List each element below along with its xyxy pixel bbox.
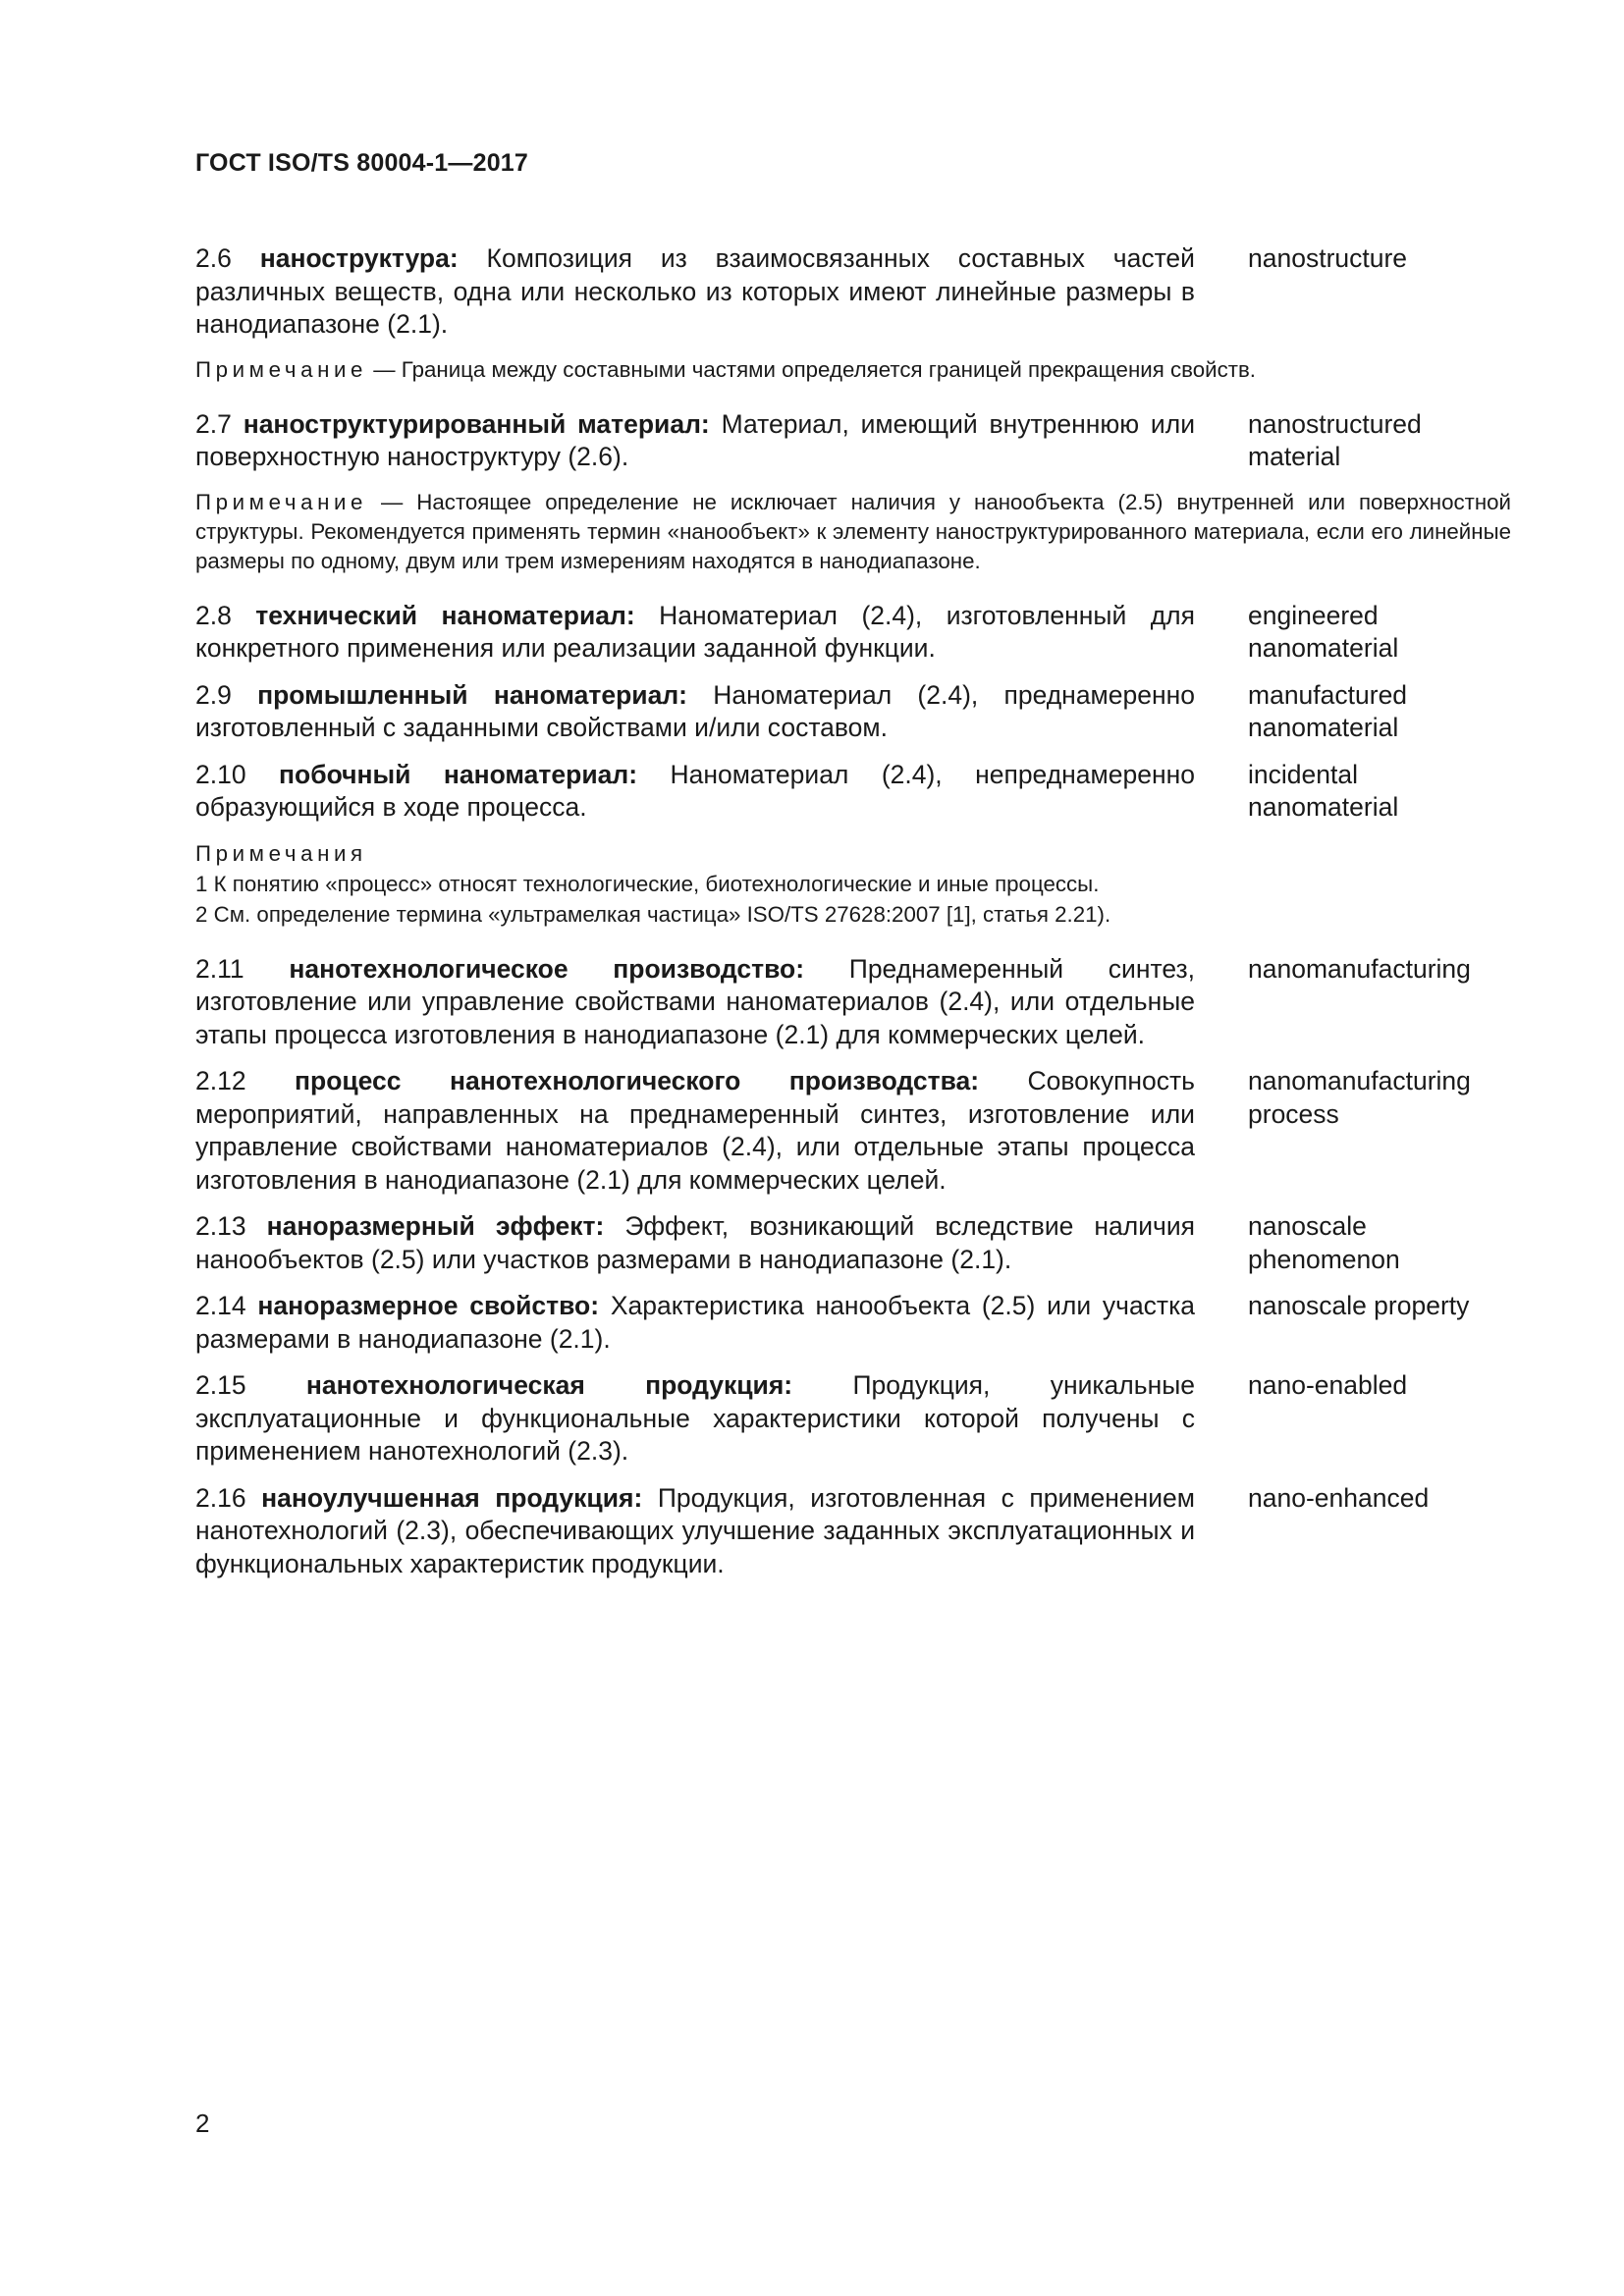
term-entry-2-7 — [195, 408, 1511, 474]
term-english: nanostructure — [1248, 243, 1408, 273]
term-english: manufactured nanomaterial — [1248, 679, 1408, 742]
term-number: 2.7 — [195, 408, 232, 439]
note-item: 2 См. определение термина «ультрамелкая частица» ISO/TS 27628:2007 [1], статья 2.21). — [195, 901, 1111, 927]
term-definition: Наноматериал (2.4), непреднамеренно образующийся в ходе процесса. — [195, 759, 1195, 822]
term-definition-ru — [195, 679, 1195, 745]
term-number: 2.14 — [195, 1291, 246, 1320]
term-definition-ru — [195, 953, 1195, 1052]
term-name: наноразмерное свойство: — [257, 1291, 600, 1320]
term-english: nanoscale property — [1248, 1291, 1470, 1320]
term-entry-2-8 — [195, 600, 1511, 666]
term-name: побочный наноматериал: — [279, 759, 638, 789]
term-entry-2-16 — [195, 1482, 1511, 1581]
term-definition-ru — [195, 1369, 1195, 1468]
note-2-7 — [195, 488, 1511, 576]
term-definition: Наноматериал (2.4), преднамеренно изготовленный с заданными свойствами и/или составом. — [195, 679, 1195, 742]
term-definition: Продукция, изготовленная с применением нанотехнологий (2.3), обеспечивающих улучшение заданных эксплуатационных и функциональных характеристик продукции. — [195, 1482, 1195, 1578]
term-definition: Материал, имеющий внутреннюю или поверхностную наноструктуру (2.6). — [195, 408, 1195, 471]
term-name: наноулучшенная продукция: — [261, 1482, 643, 1513]
notes-label: Примечания — [195, 840, 367, 866]
note-label: Примечание — [195, 356, 368, 382]
term-english: nanomanufacturing — [1248, 953, 1471, 984]
term-number: 2.10 — [195, 759, 246, 789]
note-text: — Граница между составными частями определяется границей прекращения свойств. — [373, 356, 1256, 382]
notes-2-10 — [195, 838, 1511, 930]
term-name: нанотехнологическое производство: — [289, 953, 805, 984]
term-definition: Совокупность мероприятий, направленных на преднамеренный синтез, изготовление или управление свойствами наноматериалов (2.4), или отдельные этапы процесса изготовления в нанодиапазоне (2.1) для коммерческих целей. — [195, 1066, 1195, 1195]
term-definition-ru — [195, 1065, 1195, 1197]
term-english: engineered nanomaterial — [1248, 600, 1399, 663]
note-text: — Настоящее определение не исключает наличия у нанообъекта (2.5) внутренней или поверхностной структуры. Рекомендуется применять термин «нанообъект» к элементу наноструктурированного материала, если его линейные размеры по одному, двум или трем измерениям находятся в нанодиапазоне. — [195, 489, 1511, 573]
term-english: nano-enhanced — [1248, 1482, 1430, 1513]
term-english: nano-enabled — [1248, 1370, 1408, 1400]
term-number: 2.8 — [195, 600, 232, 630]
term-definition: Характеристика нанообъекта (2.5) или участка размерами в нанодиапазоне (2.1). — [195, 1291, 1195, 1354]
term-entry-2-10 — [195, 759, 1511, 825]
term-number: 2.9 — [195, 679, 232, 710]
note-item: 1 К понятию «процесс» относят технологические, биотехнологические и иные процессы. — [195, 871, 1100, 896]
term-entry-2-11 — [195, 953, 1511, 1052]
term-definition: Продукция, уникальные эксплуатационные и функциональные характеристики которой получены с применением нанотехнологий (2.3). — [195, 1370, 1195, 1466]
term-name: наноструктурированный материал: — [243, 408, 710, 439]
term-definition-ru — [195, 759, 1195, 825]
term-name: наноразмерный эффект: — [266, 1211, 605, 1241]
term-entry-2-6 — [195, 242, 1511, 342]
term-number: 2.11 — [195, 953, 244, 984]
term-definition-ru — [195, 408, 1195, 474]
term-definition: Наноматериал (2.4), изготовленный для конкретного применения или реализации заданной функции. — [195, 600, 1195, 663]
term-english: incidental nanomaterial — [1248, 759, 1399, 822]
term-name: технический наноматериал: — [255, 600, 635, 630]
term-definition: Эффект, возникающий вследствие наличия нанообъектов (2.5) или участков размерами в нанодиапазоне (2.1). — [195, 1211, 1195, 1274]
term-entry-2-12 — [195, 1065, 1511, 1197]
term-definition: Преднамеренный синтез, изготовление или управление свойствами наноматериалов (2.4), или отдельные этапы процесса изготовления в нанодиапазоне (2.1) для коммерческих целей. — [195, 953, 1195, 1049]
note-label: Примечание — [195, 489, 368, 514]
term-entry-2-15 — [195, 1369, 1511, 1468]
term-name: процесс нанотехнологического производства: — [295, 1066, 980, 1095]
term-english: nanomanufacturing process — [1248, 1066, 1471, 1129]
term-name: наноструктура: — [259, 243, 459, 273]
term-number: 2.6 — [195, 243, 232, 273]
term-entry-2-13 — [195, 1210, 1511, 1276]
document-header: ГОСТ ISO/TS 80004-1—2017 — [195, 149, 529, 177]
term-definition-ru — [195, 1210, 1195, 1276]
terms-list — [195, 242, 1511, 1594]
note-2-6 — [195, 355, 1511, 385]
term-number: 2.13 — [195, 1211, 246, 1241]
term-number: 2.16 — [195, 1482, 246, 1513]
term-name: промышленный наноматериал: — [257, 679, 687, 710]
term-definition-ru — [195, 1290, 1195, 1356]
term-english: nanoscale phenomenon — [1248, 1211, 1400, 1274]
term-definition-ru — [195, 1482, 1195, 1581]
term-number: 2.15 — [195, 1370, 246, 1400]
term-number: 2.12 — [195, 1066, 246, 1095]
term-entry-2-14 — [195, 1290, 1511, 1356]
term-english: nanostructured material — [1248, 408, 1422, 471]
term-definition-ru — [195, 600, 1195, 666]
page-number: 2 — [195, 2109, 210, 2138]
term-entry-2-9 — [195, 679, 1511, 745]
term-definition: Композиция из взаимосвязанных составных частей различных веществ, одна или несколько из которых имеют линейные размеры в нанодиапазоне (2.1). — [195, 243, 1195, 339]
term-name: нанотехнологическая продукция: — [305, 1370, 793, 1400]
term-definition-ru — [195, 242, 1195, 342]
